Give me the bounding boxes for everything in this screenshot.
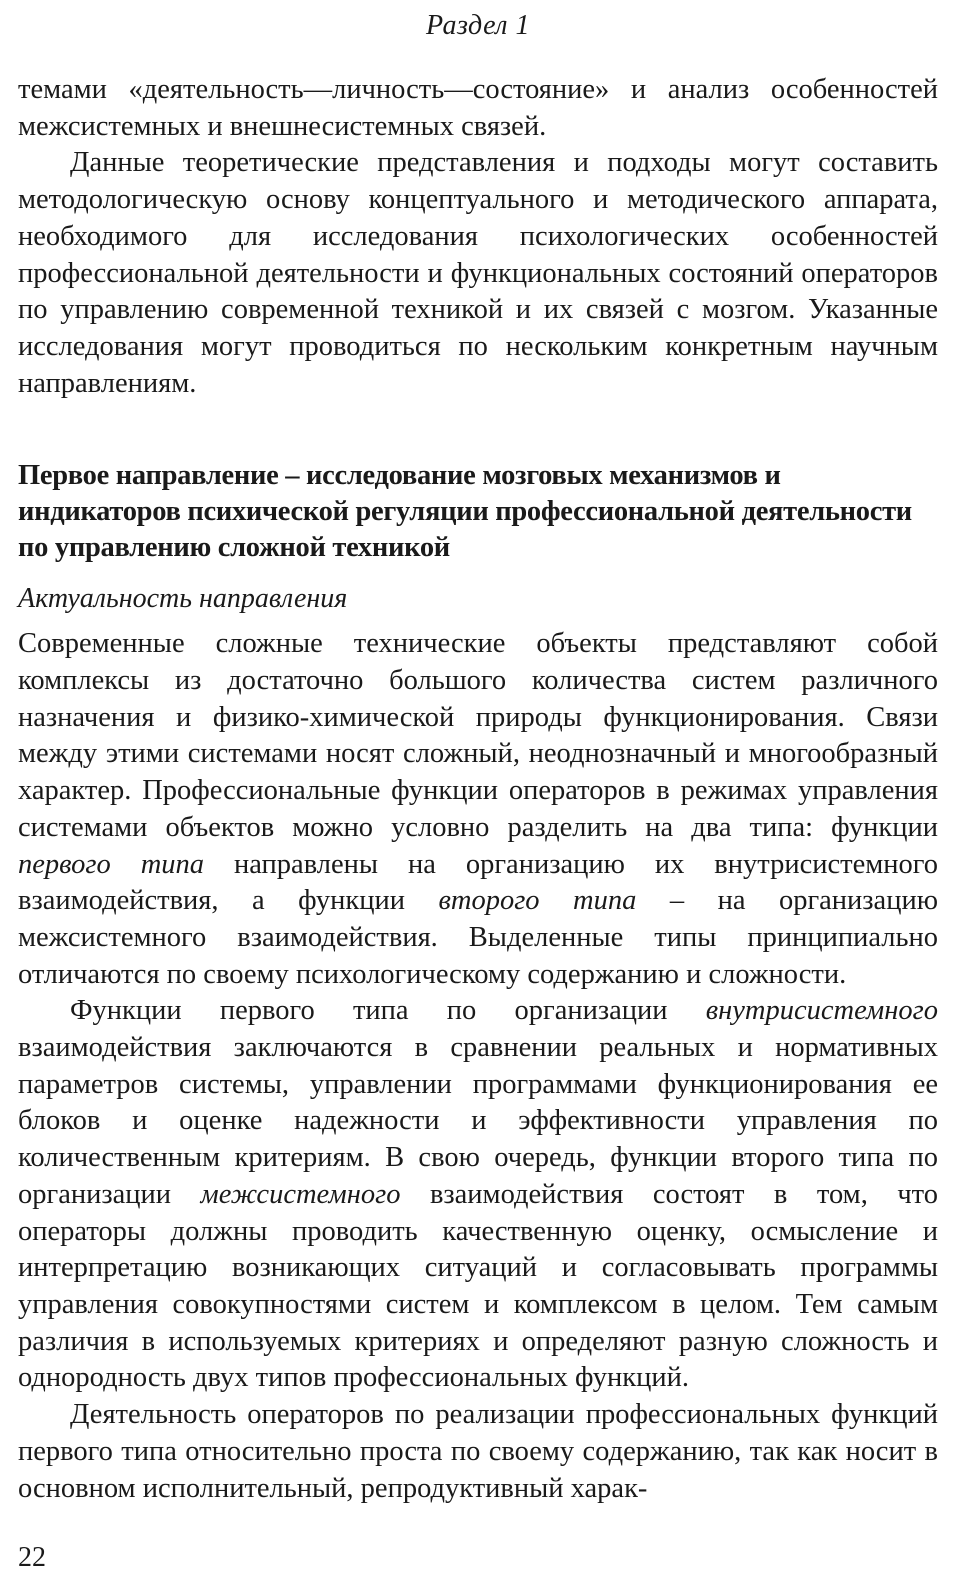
emphasis: второго типа	[438, 885, 637, 917]
running-header: Раздел 1	[425, 10, 531, 41]
document-page	[18, 0, 938, 1596]
emphasis: межсистемного	[200, 1178, 401, 1210]
subsection-heading: Актуальность направления	[18, 583, 348, 615]
section-heading: Первое направление – исследование мозговых механизмов и индикаторов психической регуляции профессиональной деятельности по управлению сложной техникой	[18, 460, 912, 564]
paragraph: Деятельность операторов по реализации профессиональных функций первого типа относительно проста по своему содержанию, так как носит в основном исполнительный, репродуктивный харак-	[18, 1399, 938, 1504]
page-body	[18, 72, 938, 1507]
text-run: Современные сложные технические объекты представляют собой комплексы из достаточно большого количества систем различного назначения и физико-химической природы функционирования. Связи между этими системами носят сложный, неоднозначный и многообразный характер. Профессиональные функции операторов в режимах управления системами объектов можно условно разделить на два типа: функции	[18, 628, 938, 843]
emphasis: первого типа	[18, 848, 205, 880]
emphasis: внутрисистемного	[705, 995, 938, 1027]
page-number: 22	[18, 1542, 46, 1573]
text-run: направлены на организацию их внутрисистемного взаимодействия, а функции	[18, 848, 938, 917]
paragraph	[18, 626, 938, 993]
text-run: – на организацию межсистемного взаимодействия. Выделенные типы принципиально отличаются по своему психологическому содержанию и сложности.	[18, 885, 939, 990]
text-run: Функции первого типа по организации	[70, 995, 706, 1027]
text-run: взаимодействия заключаются в сравнении реальных и нормативных параметров системы, управлении программами функционирования ее блоков и оценке надежности и эффективности управления по количественным критериям. В свою очередь, функции второго типа по организации	[18, 1032, 938, 1210]
text-run: взаимодействия состоят в том, что операторы должны проводить качественную оценку, осмысление и интерпретацию возникающих ситуаций и согласовывать программы управления совокупностями систем и комплексом в целом. Тем самым различия в используемых критериях и определяют разную сложность и однородность двух типов профессиональных функций.	[18, 1178, 938, 1394]
spacer	[18, 402, 938, 458]
paragraph-continuation: темами «деятельность—личность—состояние» и анализ особенностей межсистемных и внешнесистемных связей.	[18, 74, 938, 142]
paragraph: Данные теоретические представления и подходы могут составить методологическую основу концептуального и методического аппарата, необходимого для исследования психологических особенностей профессиональной деятельности и функциональных состояний операторов по управлению современной техникой и их связей с мозгом. Указанные исследования могут проводиться по нескольким конкретным научным направлениям.	[18, 147, 938, 399]
paragraph	[18, 993, 938, 1397]
